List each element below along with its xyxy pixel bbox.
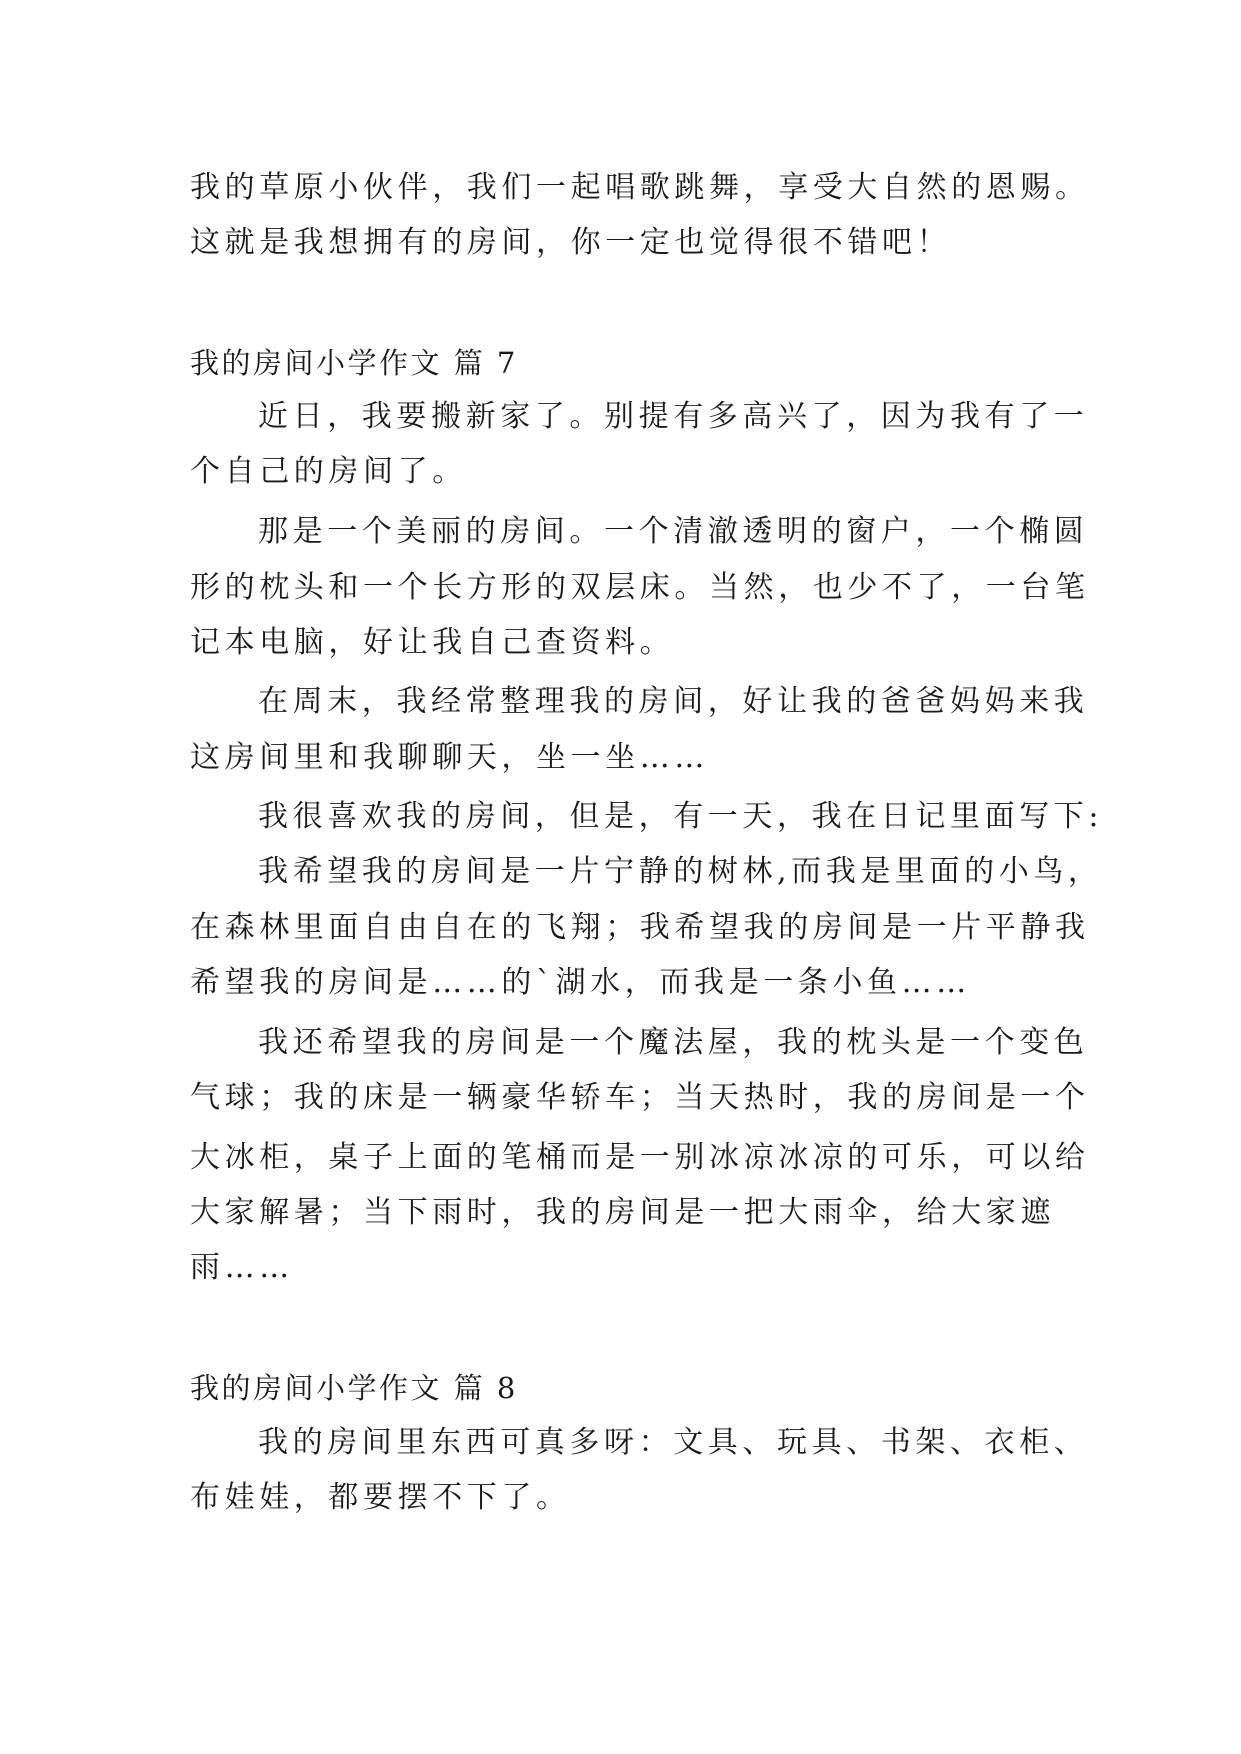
paragraph-line: 大家解暑；当下雨时，我的房间是一把大雨伞，给大家遮: [190, 1195, 1055, 1230]
paragraph-line: 雨……: [190, 1250, 294, 1285]
essay-heading: 我的房间小学作文 篇 8: [190, 1371, 518, 1405]
paragraph-line: 气球；我的床是一辆豪华轿车；当天热时，我的房间是一个: [190, 1080, 1090, 1115]
paragraph-line: 在森林里面自由自在的飞翔；我希望我的房间是一片平静我: [190, 910, 1090, 945]
paragraph-line: 近日，我要搬新家了。别提有多高兴了，因为我有了一: [258, 399, 1089, 434]
paragraph-line: 个自己的房间了。: [190, 454, 467, 489]
paragraph-line: 我希望我的房间是一片宁静的树林,而我是里面的小鸟，: [258, 854, 1103, 889]
paragraph-line: 我的草原小伙伴，我们一起唱歌跳舞，享受大自然的恩赐。: [190, 170, 1090, 205]
paragraph-line: 这就是我想拥有的房间，你一定也觉得很不错吧！: [190, 225, 952, 260]
paragraph-line: 我很喜欢我的房间，但是，有一天，我在日记里面写下:: [258, 799, 1104, 834]
essay-heading: 我的房间小学作文 篇 7: [190, 346, 518, 380]
paragraph-line: 记本电脑，好让我自己查资料。: [190, 625, 675, 660]
paragraph-line: 希望我的房间是……的`湖水，而我是一条小鱼……: [190, 965, 971, 1000]
paragraph-line: 那是一个美丽的房间。一个清澈透明的窗户，一个椭圆: [258, 514, 1089, 549]
paragraph-line: 我还希望我的房间是一个魔法屋，我的枕头是一个变色: [258, 1025, 1089, 1060]
paragraph-line: 在周末，我经常整理我的房间，好让我的爸爸妈妈来我: [258, 684, 1089, 719]
paragraph-line: 大冰柜，桌子上面的笔桶而是一别冰凉冰凉的可乐，可以给: [190, 1140, 1090, 1175]
paragraph-line: 布娃娃，都要摆不下了。: [190, 1480, 571, 1515]
paragraph-line: 形的枕头和一个长方形的双层床。当然，也少不了，一台笔: [190, 570, 1090, 605]
paragraph-line: 这房间里和我聊聊天，坐一坐……: [190, 740, 709, 775]
paragraph-line: 我的房间里东西可真多呀：文具、玩具、书架、衣柜、: [258, 1425, 1089, 1460]
